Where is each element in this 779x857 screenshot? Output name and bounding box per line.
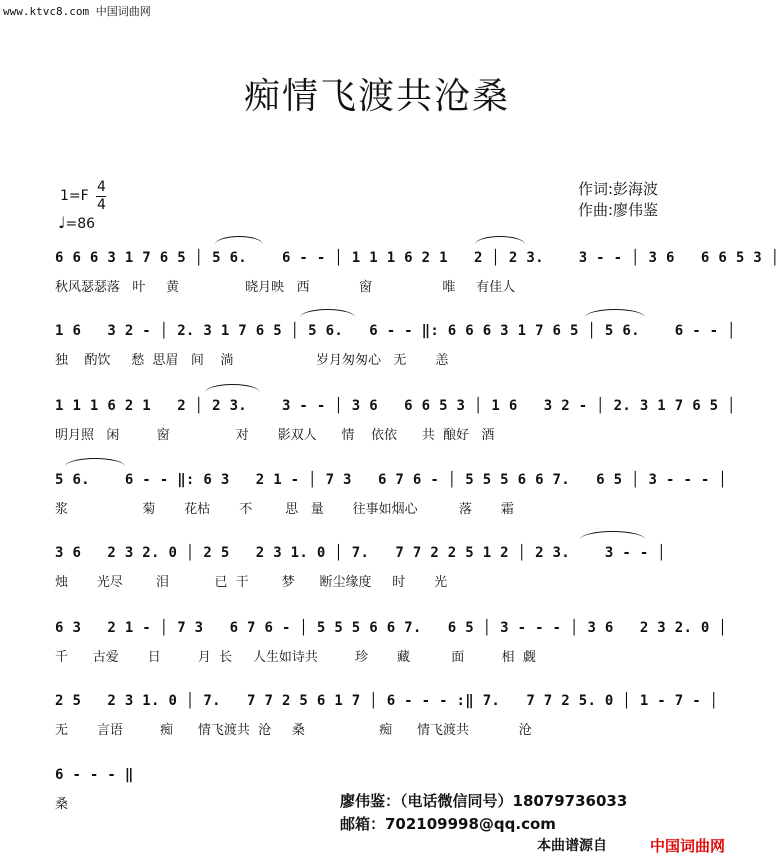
source-site-link[interactable]: 中国词曲网 [650,837,726,855]
notation-line: 6 3 2 1 - │ 7 3 6 7 6 - │ 5 5 5 6 6 7. 6 5 │ 3 - - - │ 3 6 2 3 2. 0 │ [55,620,728,636]
notation-line: 6 - - - ‖ [55,767,134,783]
slur-mark [300,309,355,326]
tempo-value: =86 [65,216,96,232]
notation-line: 1 6 3 2 - │ 2. 3 1 7 6 5 │ 5 6. 6 - - ‖: 6 6 6 3 1 7 6 5 │ 5 6. 6 - - │ [55,323,736,339]
time-signature-bottom: 4 [97,197,106,213]
song-title: 痴情飞渡共沧桑 [243,76,510,117]
lyrics-line: 独 酌饮 愁 思眉 间 淌 岁月匆匆心 无 恙 [55,353,449,368]
quarter-note-icon: ♩ [58,213,66,232]
slur-mark [65,458,125,475]
key-signature: 1=F [60,188,89,204]
lyrics-line: 明月照 闲 窗 对 影双人 情 依依 共 酿好 酒 [55,428,495,443]
lyrics-line: 桑 [55,797,69,812]
slur-mark [475,236,525,253]
composer-credit: 作曲:廖伟鉴 [578,201,659,219]
lyrics-line: 浆 菊 花枯 不 思 量 往事如烟心 落 霜 [55,502,514,517]
lyrics-line: 烛 光尽 泪 已 干 梦 断尘缘度 时 光 [55,575,448,590]
lyrics-line: 千 古爱 日 月 长 人生如诗共 珍 藏 面 相 觑 [55,650,536,665]
source-label: 本曲谱源自 [537,838,607,854]
notation-line: 6 6 6 3 1 7 6 5 │ 5 6. 6 - - │ 1 1 1 6 2 1 2 │ 2 3. 3 - - │ 3 6 6 6 5 3 │ [55,250,779,266]
slur-mark [580,531,645,548]
notation-line: 2 5 2 3 1. 0 │ 7. 7 7 2 5 6 1 7 │ 6 - - - :‖ 7. 7 7 2 5. 0 │ 1 - 7 - │ [55,693,719,709]
site-watermark: www.ktvc8.com 中国词曲网 [3,5,151,18]
notation-line: 5 6. 6 - - ‖: 6 3 2 1 - │ 7 3 6 7 6 - │ 5 5 5 6 6 7. 6 5 │ 3 - - - │ [55,472,728,488]
notation-line: 3 6 2 3 2. 0 │ 2 5 2 3 1. 0 │ 7. 7 7 2 2 5 1 2 │ 2 3. 3 - - │ [55,545,667,561]
contact-email: 邮箱：702109998@qq.com [340,815,556,833]
slur-mark [205,384,260,401]
lyrics-line: 无 言语 痴 情飞渡共 沧 桑 痴 情飞渡共 沧 [55,723,532,738]
notation-line: 1 1 1 6 2 1 2 │ 2 3. 3 - - │ 3 6 6 6 5 3 │ 1 6 3 2 - │ 2. 3 1 7 6 5 │ [55,398,736,414]
slur-mark [215,236,263,253]
time-signature-top: 4 [97,179,106,195]
contact-phone: 廖伟鉴：（电话微信同号）18079736033 [340,792,628,810]
tempo-marking [58,213,95,232]
lyricist-credit: 作词:彭海波 [578,180,659,198]
lyrics-line: 秋风瑟瑟落 叶 黄 晓月映 西 窗 唯 有佳人 [55,280,516,295]
slur-mark [585,309,645,326]
